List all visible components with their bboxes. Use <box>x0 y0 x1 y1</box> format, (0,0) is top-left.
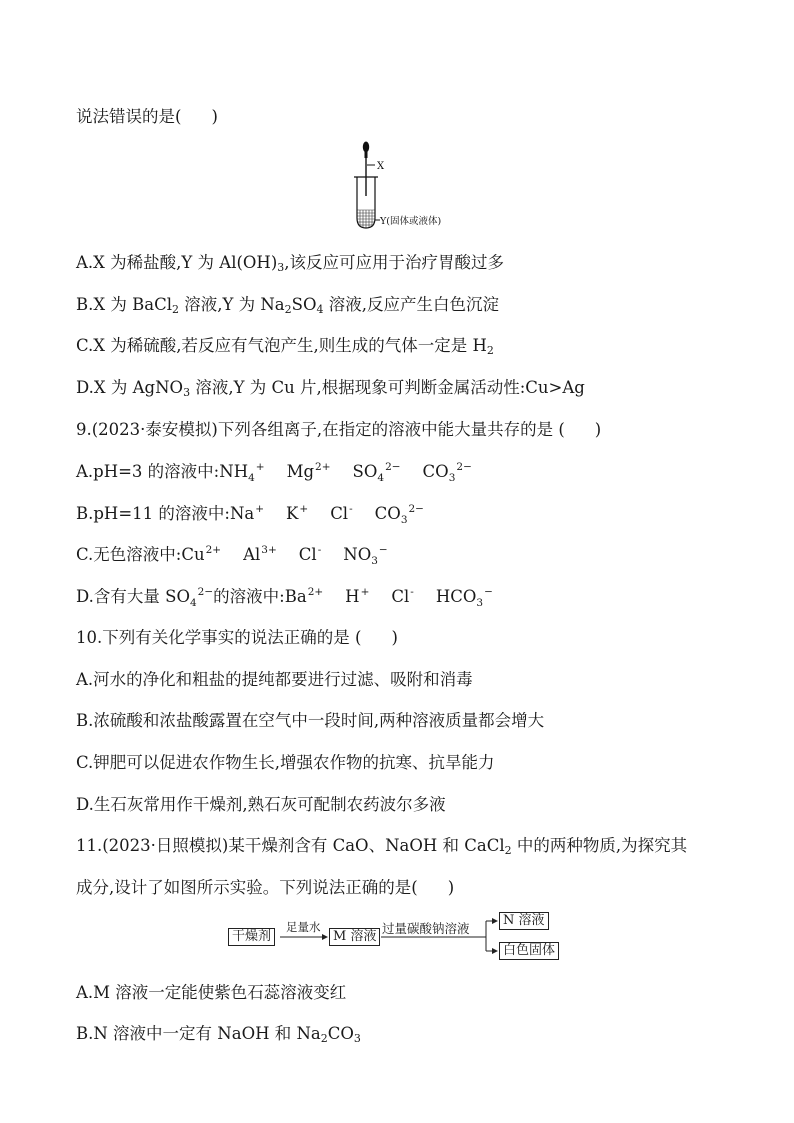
ion-hydrogen: H+ <box>345 586 370 606</box>
q8-option-d: D.X 为 AgNO$_3$ 溶液,Y 为 Cu 片,根据现象可判断金属活动性:Cu>Ag <box>76 378 585 399</box>
test-tube-figure <box>340 140 460 232</box>
q8-stem-end: 说法错误的是( ) <box>76 107 218 126</box>
q11-option-b: B.N 溶液中一定有 NaOH 和 $Na_2CO_3$ <box>76 1024 361 1045</box>
label-x: X <box>377 161 385 172</box>
q9-option-a: A.pH=3 的溶液中$:NH_4^+$ $Mg^{2+}$ $SO_4^{2-}$ $CO_3^{2-}$ <box>76 461 472 484</box>
q9-option-c: C.无色溶液中$:Cu^{2+}$ $Al^{3+}$ Cl- $NO_3^-$ <box>76 544 388 567</box>
flow-arrows <box>228 912 568 964</box>
flow-box-m-solution: M 溶液 <box>329 928 380 946</box>
q10-option-c: C.钾肥可以促进农作物生长,增强农作物的抗寒、抗旱能力 <box>76 753 495 772</box>
ion-potassium: K+ <box>286 503 309 523</box>
flow-diagram <box>228 912 568 964</box>
ion-carbonate: $CO_3^{2-}$ <box>374 503 424 526</box>
tube-contents <box>358 210 375 228</box>
ion-chloride: Cl- <box>298 544 322 564</box>
q11-option-a: A.M 溶液一定能使紫色石蕊溶液变红 <box>76 983 347 1002</box>
q9-option-b: B.pH=11 的溶液中:Na+ K+ Cl- $CO_3^{2-}$ <box>76 503 424 526</box>
ion-sodium: Na+ <box>229 503 265 523</box>
flow-label-water: 足量水 <box>286 920 321 934</box>
q11-stem-line2: 成分,设计了如图所示实验。下列说法正确的是( ) <box>76 878 455 897</box>
q10-option-a: A.河水的净化和粗盐的提纯都要进行过滤、吸附和消毒 <box>76 670 473 689</box>
flow-box-n-solution: N 溶液 <box>499 912 549 930</box>
label-y: Y(固体或液体) <box>380 216 442 227</box>
ion-sulfate: $SO_4^{2-}$ <box>165 586 214 609</box>
flow-label-sodium-carbonate: 过量碳酸钠溶液 <box>382 921 470 936</box>
ion-nitrate: $NO_3^-$ <box>343 544 388 567</box>
q11-stem-line1: 11.(2023·日照模拟)某干燥剂含有 CaO、NaOH 和 CaCl$_2$ 中的两种物质,为探究其 <box>76 836 688 857</box>
ion-carbonate: $CO_3^{2-}$ <box>422 461 472 484</box>
q9-stem: 9.(2023·泰安模拟)下列各组离子,在指定的溶液中能大量共存的是 ( ) <box>76 420 602 439</box>
ion-sulfate: $SO_4^{2-}$ <box>352 461 401 484</box>
q8-option-c: C.X 为稀硫酸,若反应有气泡产生,则生成的气体一定是 $H_2$ <box>76 336 494 357</box>
ion-chloride: Cl- <box>330 503 353 523</box>
q9-option-d: D.含有大量 $SO_4^{2-}$的溶液中$:Ba^{2+}$ H+ Cl- $HCO_3^-$ <box>76 586 493 609</box>
q8-option-b: B.X 为 BaCl$_2$ 溶液,Y 为 $Na_2SO_4$ 溶液,反应产生白色沉淀 <box>76 295 499 316</box>
q10-option-b: B.浓硫酸和浓盐酸露置在空气中一段时间,两种溶液质量都会增大 <box>76 711 545 730</box>
ion-chloride: Cl- <box>391 586 414 606</box>
q10-option-d: D.生石灰常用作干燥剂,熟石灰可配制农药波尔多液 <box>76 795 446 814</box>
flow-box-white-solid: 白色固体 <box>499 942 559 960</box>
dropper-bulb <box>363 142 369 153</box>
q8-option-a: A.X 为稀盐酸,Y 为 $Al(OH)_3$,该反应可应用于治疗胃酸过多 <box>76 253 505 274</box>
q10-stem: 10.下列有关化学事实的说法正确的是 ( ) <box>76 628 398 647</box>
ion-bicarbonate: $HCO_3^-$ <box>435 586 493 609</box>
ion-copper: $Cu^{2+}$ <box>181 544 222 564</box>
dropper-neck <box>365 152 368 158</box>
ion-ammonium: $NH_4^+$ <box>219 461 265 484</box>
ion-magnesium: $Mg^{2+}$ <box>286 461 331 481</box>
ion-aluminum: $Al^{3+}$ <box>243 544 277 564</box>
ion-barium: $Ba^{2+}$ <box>284 586 324 606</box>
flow-box-desiccant: 干燥剂 <box>228 928 275 946</box>
